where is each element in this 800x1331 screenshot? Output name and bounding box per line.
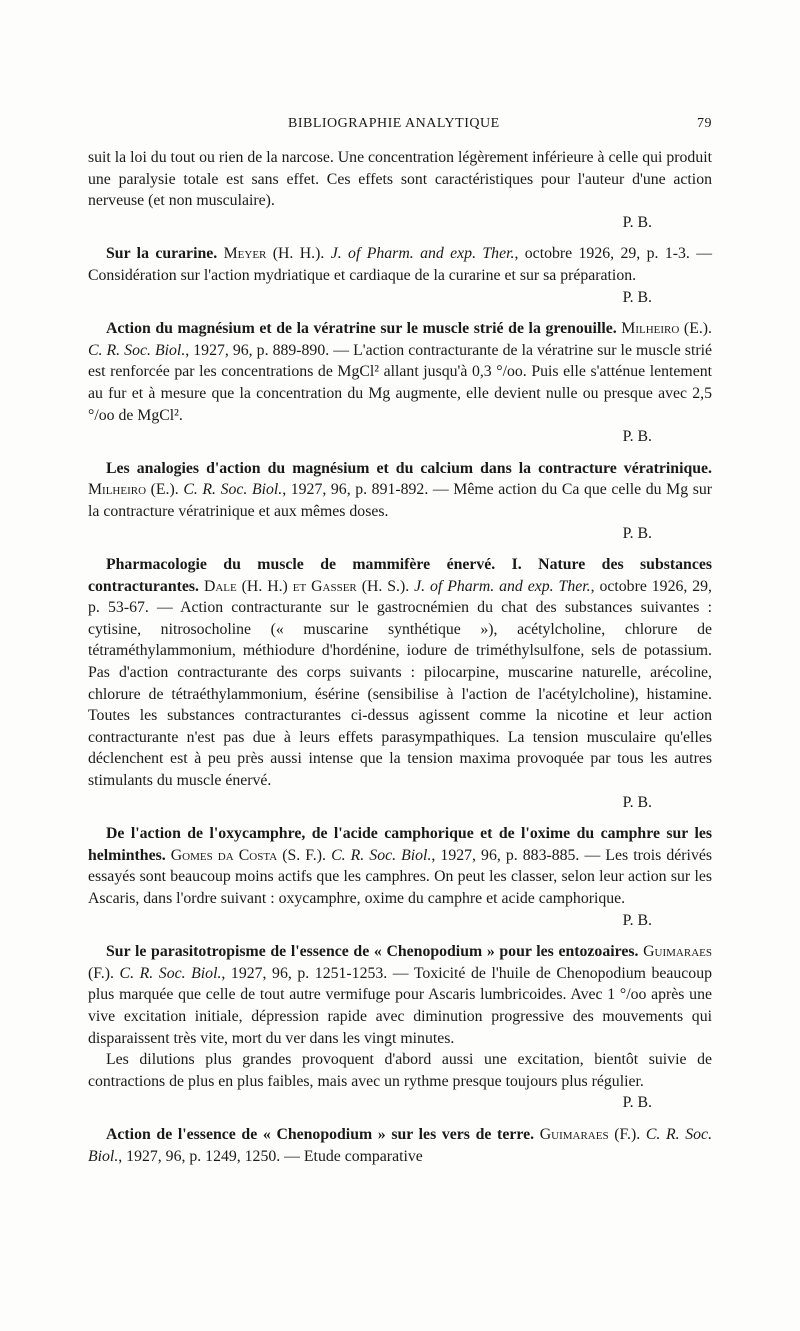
entry-ref: , 1927, 96, p. 1249, 1250. —	[118, 1147, 304, 1165]
entry-author: Dale (H. H.) et Gasser (H. S.).	[203, 577, 410, 595]
entry-title: Action du magnésium et de la vératrine sur le muscle strié de la grenouille.	[106, 320, 617, 338]
entry-magnesium-veratrine	[88, 318, 712, 448]
entry-body: Action contracturante sur le gastrocnémien du chat des substances suivantes : cytisine, nitrosocholine (« muscarine synthétique »), acétylcholine, chlorure de tétraméthylammonium, méthiodure d'hordénine, iodure de triméthylsulfone, sels de potassium. Pas d'action contracturante des corps suivants : pilocarpine, muscarine naturelle, arécoline, chlorure de tétraéthylammonium, ésérine (sensibilise à l'action de l'acétylcholine), histamine. Toutes les substances contracturantes ci-dessus agissent comme la nicotine et leur action contracturante n'est pas due à leurs effets parasympathiques. La tension musculaire qu'elles déclenchent est à peu près aussi intense que la tension maxima provoquée par tous les autres stimulants du muscle énervé.	[88, 599, 712, 790]
entry-body: Les trois dérivés essayés sont beaucoup moins actifs que les camphres. On peut les classer, selon leur action sur les Ascaris, dans l'ordre suivant : oxycamphre, oxime du camphre et acide camphorique.	[88, 846, 712, 907]
entry-title: Sur la curarine.	[106, 245, 218, 263]
intro-paragraph	[88, 147, 712, 233]
intro-text: suit la loi du tout ou rien de la narcose. Une concentration légèrement inférieure à celle qui produit une paralysie totale est sans effet. Ces effets sont caractéristiques pour l'auteur d'une action nerveuse (et non musculaire).	[88, 149, 712, 210]
entry-title: Les analogies d'action du magnésium et du calcium dans la contracture vératrinique.	[106, 459, 712, 477]
entry-journal: J. of Pharm. and exp. Ther.	[414, 577, 591, 595]
signature: P. B.	[622, 793, 652, 811]
signature: P. B.	[622, 911, 652, 929]
entry-title: Sur le parasitotropisme de l'essence de « Chenopodium » pour les entozoaires.	[106, 943, 639, 961]
entry-ref: , 1927, 96, p. 889-890. —	[185, 341, 354, 359]
entry-ref: , octobre 1926, 29, p. 53-67. —	[88, 577, 712, 617]
entry-title: Action de l'essence de « Chenopodium » sur les vers de terre.	[106, 1125, 535, 1143]
entry-ref: , 1927, 96, p. 891-892. —	[282, 481, 454, 499]
entry-journal: J. of Pharm. and exp. Ther.	[330, 245, 515, 263]
page-number: 79	[697, 116, 712, 131]
entry-body: Etude comparative	[303, 1147, 423, 1165]
entry-body: Toxicité de l'huile de Chenopodium beaucoup plus marquée que celle de tout autre vermifuge pour Ascaris lumbricoides. Avec 1 °/oo après une vive excitation initiale, dépression rapide avec diminution progressive des mouvements qui disparaissent très vite, mort du ver dans les vingt minutes.	[88, 964, 713, 1047]
entry-author: Meyer (H. H.).	[223, 245, 325, 263]
entry-body: L'action contracturante de la vératrine sur le muscle strié est renforcée par les concentrations de MgCl² allant jusqu'à 0,3 °/oo. Puis elle s'atténue lentement au fur et à mesure que la concentration du Mg augmente, elle devient nulle ou presque avec 2,5 °/oo de MgCl².	[88, 341, 713, 424]
entry-author: Guimaraes (F.).	[539, 1125, 641, 1143]
entry-journal: C. R. Soc. Biol.	[88, 1125, 713, 1165]
running-title: BIBLIOGRAPHIE ANALYTIQUE	[288, 116, 500, 131]
entry-body: Considération sur l'action mydriatique et cardiaque de la curarine et sur sa préparation.	[88, 266, 637, 284]
entry-body: Même action du Ca que celle du Mg sur la contracture vératrinique et aux mêmes doses.	[88, 481, 713, 520]
entry-ref: , octobre 1926, 29, p. 1-3. —	[514, 245, 713, 263]
entry-journal: C. R. Soc. Biol.	[88, 341, 186, 359]
entry-magnesium-calcium	[88, 458, 712, 544]
entry-pharmacologie	[88, 554, 712, 813]
entry-vers-de-terre	[88, 1124, 712, 1167]
entry-journal: C. R. Soc. Biol.	[183, 481, 283, 499]
entry-author: Milheiro (E.).	[621, 320, 713, 338]
article-body	[88, 147, 712, 1167]
entry-title: De l'action de l'oxycamphre, de l'acide camphorique et de l'oxime du camphre sur les helminthes.	[88, 825, 712, 864]
entry-parasitotropisme-continued	[88, 1049, 712, 1114]
entry-parasitotropisme	[88, 941, 712, 1049]
entry-journal: C. R. Soc. Biol.	[119, 964, 222, 982]
entry-ref: , 1927, 96, p. 1251-1253. —	[221, 964, 414, 982]
running-header	[88, 116, 712, 136]
entry-author: Guimaraes (F.).	[88, 943, 712, 982]
signature: P. B.	[622, 524, 652, 542]
signature: P. B.	[622, 213, 652, 231]
entry-oxycamphre	[88, 823, 712, 931]
entry-title: Pharmacologie du muscle de mammifère énervé. I. Nature des substances contracturantes.	[88, 556, 712, 595]
entry-body-continued: Les dilutions plus grandes provoquent d'abord aussi une excitation, bientôt suivie de contractions de plus en plus faibles, mais avec un rythme presque toujours plus régulier.	[88, 1051, 712, 1090]
signature: P. B.	[622, 288, 652, 306]
entry-journal: C. R. Soc. Biol.	[331, 846, 432, 864]
signature: P. B.	[622, 428, 652, 446]
signature: P. B.	[622, 1094, 652, 1112]
entry-author: Milheiro (E.).	[88, 481, 179, 499]
entry-curarine	[88, 243, 712, 308]
entry-author: Gomes da Costa (S. F.).	[170, 846, 326, 864]
entry-ref: , 1927, 96, p. 883-885. —	[431, 846, 606, 864]
